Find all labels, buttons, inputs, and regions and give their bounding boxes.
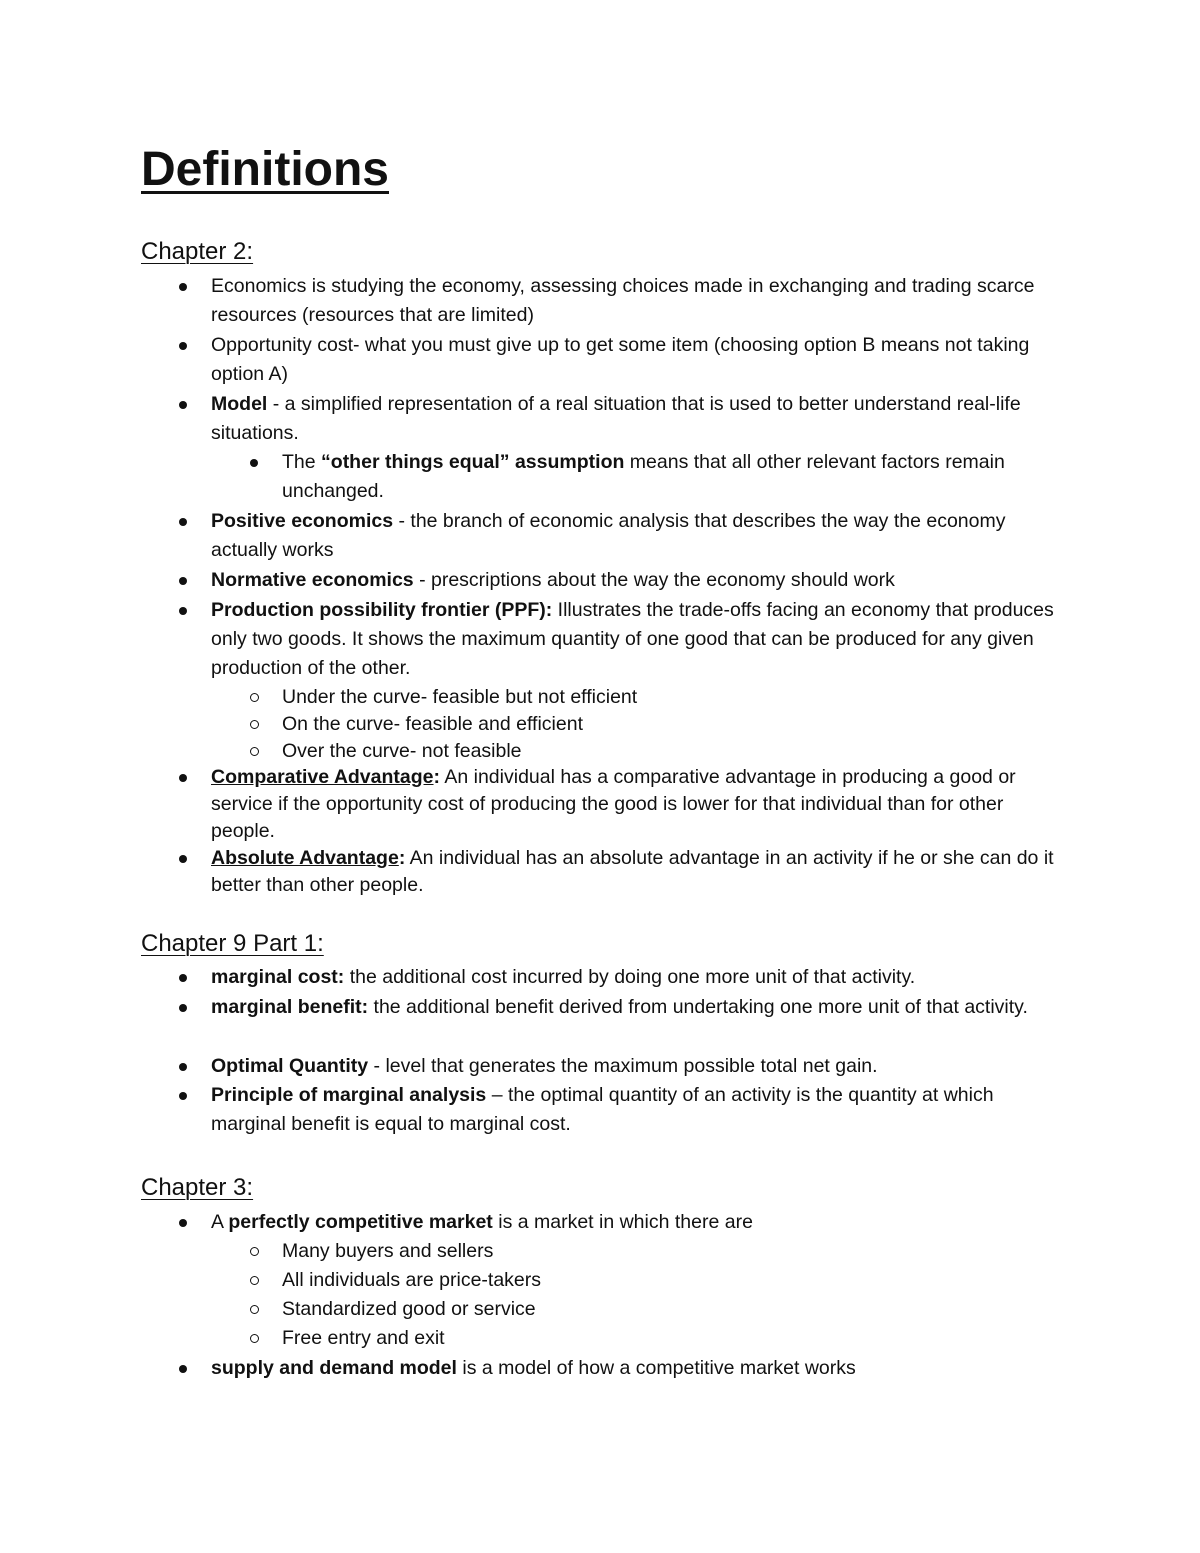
marginal-benefit-definition: the additional benefit derived from undertaking one more unit of that activity. xyxy=(368,996,1028,1018)
list-item-marginal-analysis xyxy=(211,1081,1066,1139)
page-title: Definitions xyxy=(141,143,389,196)
model-definition: - a simplified representation of a real situation that is used to better understand real-life situations. xyxy=(211,393,1021,444)
normative-economics-definition: - prescriptions about the way the economy should work xyxy=(413,569,895,591)
positive-economics-definition: - the branch of economic analysis that describes the way the economy actually works xyxy=(211,510,1006,561)
list-item-perfectly-competitive-market xyxy=(211,1208,1066,1237)
comparative-advantage-definition: An individual has a comparative advantage in producing a good or service if the opportunity cost of producing the good is lower for that individual than for other people. xyxy=(211,766,1016,842)
opportunity-cost-text: Opportunity cost- what you must give up to get some item (choosing option B means not taking option A) xyxy=(211,334,1030,385)
ppf-under-text: Under the curve- feasible but not efficient xyxy=(282,686,638,708)
comparative-advantage-term: Comparative Advantage xyxy=(211,766,434,788)
ppf-over-text: Over the curve- not feasible xyxy=(282,740,522,762)
list-item-ppf xyxy=(211,596,1066,683)
list-item-positive-economics xyxy=(211,507,1066,565)
list-item-optimal-quantity xyxy=(211,1052,1066,1081)
list-item-normative-economics xyxy=(211,566,1066,595)
list-item-ppf-over xyxy=(282,738,1062,765)
list-item-supply-demand-model xyxy=(211,1354,1066,1383)
marginal-cost-term: marginal cost: xyxy=(211,966,345,988)
supply-demand-definition: is a model of how a competitive market works xyxy=(456,1357,856,1379)
list-item-other-things-equal xyxy=(282,448,1062,506)
comparative-advantage-colon: : xyxy=(433,766,441,788)
list-item-pcm-buyers-sellers xyxy=(282,1237,1062,1266)
optimal-quantity-term: Optimal Quantity xyxy=(211,1055,369,1077)
pcm-condition-4: Free entry and exit xyxy=(282,1327,445,1349)
list-item-absolute-advantage xyxy=(211,845,1066,899)
economics-text: Economics is studying the economy, assessing choices made in exchanging and trading scarce resources (resources that are limited) xyxy=(211,275,1035,326)
chapter-2-heading: Chapter 2: xyxy=(141,238,254,265)
pcm-condition-2: All individuals are price-takers xyxy=(282,1269,542,1291)
list-item-pcm-free-entry xyxy=(282,1324,1062,1353)
marginal-analysis-definition: – the optimal quantity of an activity is the quantity at which marginal benefit is equal to marginal cost. xyxy=(211,1084,994,1135)
list-item-marginal-benefit xyxy=(211,993,1066,1022)
positive-economics-term: Positive economics xyxy=(211,510,394,532)
list-item-pcm-price-takers xyxy=(282,1266,1062,1295)
ppf-definition: Illustrates the trade-offs facing an economy that produces only two goods. It shows the maximum quantity of one good that can be produced for any given production of the other. xyxy=(211,599,1054,679)
ote-term: “other things equal” assumption xyxy=(321,451,625,473)
marginal-cost-definition: the additional cost incurred by doing one more unit of that activity. xyxy=(344,966,916,988)
ote-definition: means that all other relevant factors remain unchanged. xyxy=(282,451,1005,502)
pcm-term: perfectly competitive market xyxy=(228,1211,493,1233)
chapter-9-heading: Chapter 9 Part 1: xyxy=(141,930,324,957)
marginal-analysis-term: Principle of marginal analysis xyxy=(211,1084,487,1106)
list-item-model xyxy=(211,390,1066,448)
list-item-marginal-cost xyxy=(211,963,1066,992)
absolute-advantage-colon: : xyxy=(398,847,406,869)
list-item-ppf-under xyxy=(282,684,1062,711)
chapter-3-heading: Chapter 3: xyxy=(141,1174,254,1201)
list-item-comparative-advantage xyxy=(211,764,1066,845)
model-term: Model xyxy=(211,393,268,415)
list-item-opportunity-cost xyxy=(211,331,1066,389)
list-item-economics xyxy=(211,272,1066,330)
absolute-advantage-term: Absolute Advantage xyxy=(211,847,399,869)
list-item-pcm-standardized xyxy=(282,1295,1062,1324)
marginal-benefit-term: marginal benefit: xyxy=(211,996,369,1018)
pcm-definition: is a market in which there are xyxy=(492,1211,753,1233)
pcm-prefix: A xyxy=(211,1211,229,1233)
optimal-quantity-definition: - level that generates the maximum possible total net gain. xyxy=(368,1055,878,1077)
pcm-condition-3: Standardized good or service xyxy=(282,1298,536,1320)
ote-prefix: The xyxy=(282,451,322,473)
ppf-term: Production possibility frontier (PPF): xyxy=(211,599,553,621)
normative-economics-term: Normative economics xyxy=(211,569,414,591)
ppf-on-text: On the curve- feasible and efficient xyxy=(282,713,583,735)
absolute-advantage-definition: An individual has an absolute advantage in an activity if he or she can do it better than other people. xyxy=(211,847,1054,896)
supply-demand-term: supply and demand model xyxy=(211,1357,457,1379)
pcm-condition-1: Many buyers and sellers xyxy=(282,1240,494,1262)
list-item-ppf-on xyxy=(282,711,1062,738)
